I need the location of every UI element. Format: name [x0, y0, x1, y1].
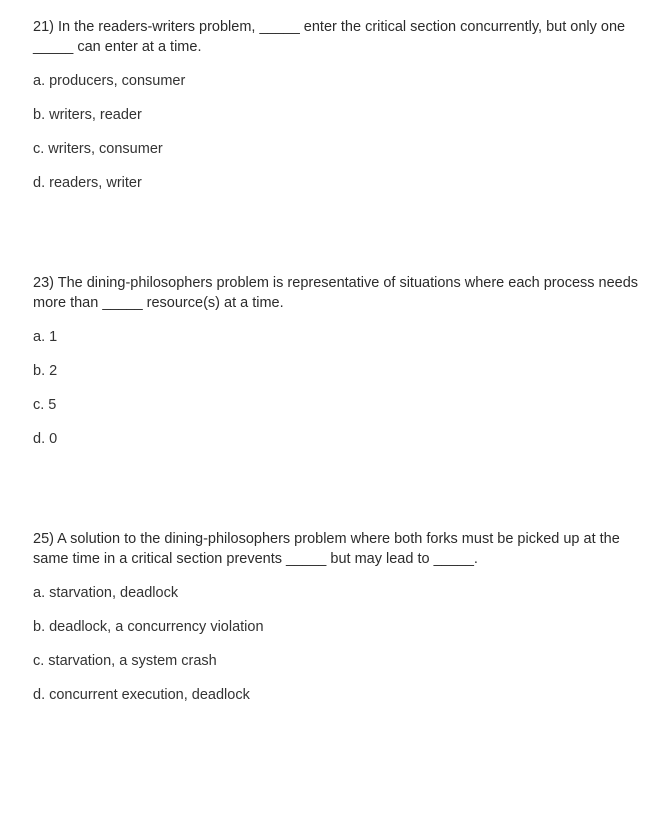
option-b[interactable]: b. 2	[33, 363, 58, 379]
question-text-line1: 23) The dining-philosophers problem is representative of situations where each process needs	[33, 275, 639, 291]
question-text-line2: _____ can enter at a time.	[33, 39, 202, 55]
option-d[interactable]: d. readers, writer	[33, 175, 142, 191]
option-c[interactable]: c. writers, consumer	[33, 141, 163, 157]
question-text-line1: 21) In the readers-writers problem, _____ enter the critical section concurrently, but only one	[33, 19, 626, 35]
option-a[interactable]: a. 1	[33, 329, 58, 345]
question-text-line2: same time in a critical section prevents _____ but may lead to _____.	[33, 551, 478, 567]
question-text	[33, 273, 665, 313]
answer-options	[33, 327, 665, 449]
option-b[interactable]: b. writers, reader	[33, 107, 142, 123]
option-a[interactable]: a. starvation, deadlock	[33, 585, 179, 601]
question-text	[33, 529, 665, 569]
option-c[interactable]: c. 5	[33, 397, 57, 413]
option-a[interactable]: a. producers, consumer	[33, 73, 186, 89]
answer-options	[33, 583, 665, 705]
question-23	[33, 273, 665, 449]
question-21	[33, 17, 665, 193]
question-25	[33, 529, 665, 705]
option-b[interactable]: b. deadlock, a concurrency violation	[33, 619, 264, 635]
question-text-line1: 25) A solution to the dining-philosophers problem where both forks must be picked up at the	[33, 531, 620, 547]
question-text	[33, 17, 665, 57]
option-d[interactable]: d. 0	[33, 431, 58, 447]
answer-options	[33, 71, 665, 193]
question-text-line2: more than _____ resource(s) at a time.	[33, 295, 284, 311]
option-c[interactable]: c. starvation, a system crash	[33, 653, 217, 669]
option-d[interactable]: d. concurrent execution, deadlock	[33, 687, 250, 703]
